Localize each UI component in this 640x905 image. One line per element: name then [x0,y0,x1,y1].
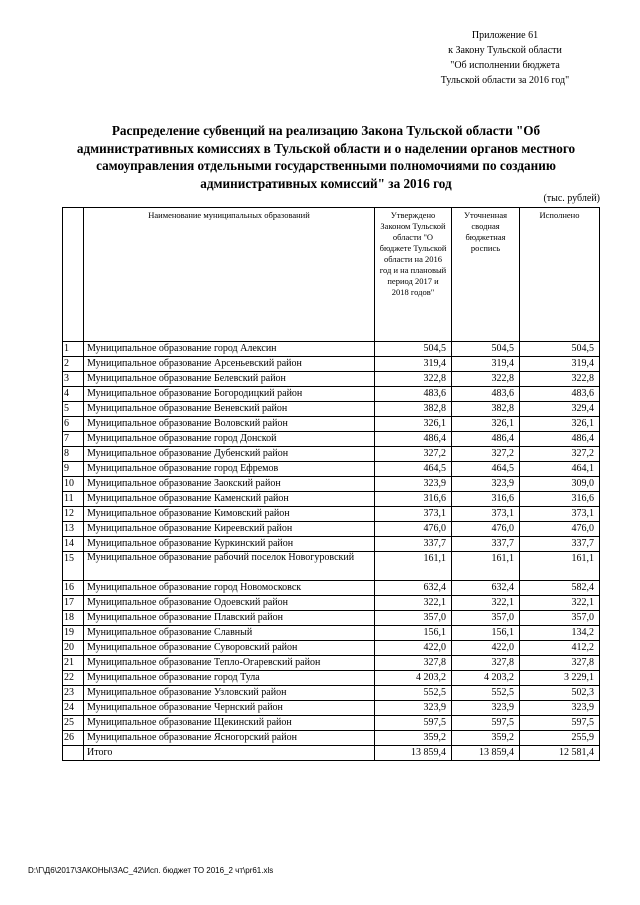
row-index: 12 [63,507,84,522]
row-name: Муниципальное образование Дубенский район [84,447,375,462]
row-name: Муниципальное образование Веневский район [84,402,375,417]
row-approved: 327,8 [375,656,452,671]
table-row [63,641,600,656]
row-name: Муниципальное образование Киреевский район [84,522,375,537]
row-approved: 323,9 [375,701,452,716]
row-approved: 322,1 [375,596,452,611]
header-executed: Исполнено [520,208,600,342]
row-name: Муниципальное образование Воловский район [84,417,375,432]
table-row [63,701,600,716]
row-executed: 316,6 [520,492,600,507]
row-revised: 4 203,2 [452,671,520,686]
total-executed: 12 581,4 [520,746,600,761]
row-approved: 552,5 [375,686,452,701]
row-executed: 329,4 [520,402,600,417]
table-row [63,626,600,641]
row-index: 25 [63,716,84,731]
row-name: Муниципальное образование Ясногорский район [84,731,375,746]
total-index-cell [63,746,84,761]
row-executed: 134,2 [520,626,600,641]
row-index: 2 [63,357,84,372]
row-approved: 161,1 [375,552,452,581]
table-row [63,402,600,417]
row-revised: 382,8 [452,402,520,417]
row-approved: 476,0 [375,522,452,537]
row-index: 11 [63,492,84,507]
row-approved: 319,4 [375,357,452,372]
row-index: 17 [63,596,84,611]
row-name: Муниципальное образование рабочий поселок Новогуровский [84,552,375,581]
table-row [63,552,600,581]
total-row [63,746,600,761]
header-index [63,208,84,342]
table-row [63,656,600,671]
appendix-line-3: "Об исполнении бюджета [450,60,560,71]
row-revised: 486,4 [452,432,520,447]
row-approved: 337,7 [375,537,452,552]
row-index: 4 [63,387,84,402]
table-row [63,611,600,626]
row-name: Муниципальное образование город Алексин [84,342,375,357]
row-name: Муниципальное образование город Донской [84,432,375,447]
file-path-footer: D:\Г\Д6\2017\ЗАКОНЫ\ЗАС_42\Исп. бюджет ТО 2016_2 чт\pr61.xls [28,866,274,875]
table-row [63,372,600,387]
row-executed: 582,4 [520,581,600,596]
row-name: Муниципальное образование город Тула [84,671,375,686]
row-revised: 337,7 [452,537,520,552]
row-executed: 476,0 [520,522,600,537]
row-index: 6 [63,417,84,432]
row-executed: 322,8 [520,372,600,387]
row-executed: 357,0 [520,611,600,626]
row-executed: 327,8 [520,656,600,671]
row-approved: 156,1 [375,626,452,641]
row-revised: 373,1 [452,507,520,522]
row-approved: 373,1 [375,507,452,522]
row-executed: 309,0 [520,477,600,492]
row-revised: 327,8 [452,656,520,671]
row-revised: 357,0 [452,611,520,626]
table-row [63,417,600,432]
row-name: Муниципальное образование Славный [84,626,375,641]
row-approved: 359,2 [375,731,452,746]
table-row [63,731,600,746]
row-name: Муниципальное образование Тепло-Огаревский район [84,656,375,671]
row-index: 24 [63,701,84,716]
row-index: 10 [63,477,84,492]
row-index: 23 [63,686,84,701]
row-index: 7 [63,432,84,447]
table-row [63,447,600,462]
row-name: Муниципальное образование Чернский район [84,701,375,716]
row-name: Муниципальное образование Узловский район [84,686,375,701]
table-body [63,342,600,746]
row-index: 18 [63,611,84,626]
row-executed: 464,1 [520,462,600,477]
row-revised: 323,9 [452,701,520,716]
row-index: 8 [63,447,84,462]
row-index: 22 [63,671,84,686]
row-approved: 357,0 [375,611,452,626]
row-name: Муниципальное образование Суворовский район [84,641,375,656]
table-row [63,492,600,507]
row-index: 13 [63,522,84,537]
row-executed: 412,2 [520,641,600,656]
table-row [63,357,600,372]
row-approved: 486,4 [375,432,452,447]
row-index: 9 [63,462,84,477]
row-index: 16 [63,581,84,596]
row-executed: 255,9 [520,731,600,746]
row-approved: 632,4 [375,581,452,596]
row-index: 21 [63,656,84,671]
row-name: Муниципальное образование Арсеньевский район [84,357,375,372]
row-approved: 327,2 [375,447,452,462]
header-revised: Уточненная сводная бюджетная роспись [452,208,520,342]
row-executed: 483,6 [520,387,600,402]
row-index: 20 [63,641,84,656]
table-row [63,671,600,686]
row-executed: 373,1 [520,507,600,522]
row-approved: 382,8 [375,402,452,417]
row-approved: 322,8 [375,372,452,387]
row-approved: 323,9 [375,477,452,492]
row-approved: 422,0 [375,641,452,656]
row-revised: 323,9 [452,477,520,492]
row-name: Муниципальное образование город Ефремов [84,462,375,477]
row-name: Муниципальное образование Кимовский район [84,507,375,522]
row-executed: 161,1 [520,552,600,581]
row-name: Муниципальное образование Богородицкий район [84,387,375,402]
table-row [63,507,600,522]
table-row [63,387,600,402]
row-revised: 552,5 [452,686,520,701]
row-revised: 161,1 [452,552,520,581]
row-revised: 504,5 [452,342,520,357]
table-header-row [63,208,600,342]
row-name: Муниципальное образование Щекинский район [84,716,375,731]
total-label: Итого [84,746,375,761]
row-index: 26 [63,731,84,746]
row-executed: 597,5 [520,716,600,731]
row-name: Муниципальное образование город Новомосковск [84,581,375,596]
total-revised: 13 859,4 [452,746,520,761]
appendix-line-4: Тульской области за 2016 год" [440,75,570,86]
table-row [63,462,600,477]
table-row [63,342,600,357]
row-approved: 464,5 [375,462,452,477]
row-approved: 504,5 [375,342,452,357]
row-executed: 486,4 [520,432,600,447]
row-index: 15 [63,552,84,581]
table-row [63,522,600,537]
row-executed: 327,2 [520,447,600,462]
total-approved: 13 859,4 [375,746,452,761]
subvention-table [62,207,600,761]
row-name: Муниципальное образование Одоевский район [84,596,375,611]
row-name: Муниципальное образование Заокский район [84,477,375,492]
row-executed: 322,1 [520,596,600,611]
table-row [63,537,600,552]
row-revised: 319,4 [452,357,520,372]
row-executed: 319,4 [520,357,600,372]
table-row [63,716,600,731]
row-approved: 326,1 [375,417,452,432]
row-index: 14 [63,537,84,552]
row-name: Муниципальное образование Плавский район [84,611,375,626]
row-revised: 632,4 [452,581,520,596]
row-executed: 323,9 [520,701,600,716]
row-index: 5 [63,402,84,417]
table-row [63,581,600,596]
row-revised: 327,2 [452,447,520,462]
row-approved: 597,5 [375,716,452,731]
table-row [63,596,600,611]
row-index: 19 [63,626,84,641]
row-revised: 464,5 [452,462,520,477]
row-index: 3 [63,372,84,387]
row-approved: 483,6 [375,387,452,402]
row-name: Муниципальное образование Куркинский район [84,537,375,552]
row-name: Муниципальное образование Белевский район [84,372,375,387]
row-executed: 502,3 [520,686,600,701]
row-revised: 316,6 [452,492,520,507]
appendix-line-2: к Закону Тульской области [448,45,562,56]
row-index: 1 [63,342,84,357]
units-label: (тыс. рублей) [543,193,600,204]
row-revised: 422,0 [452,641,520,656]
table-row [63,432,600,447]
row-revised: 326,1 [452,417,520,432]
row-executed: 3 229,1 [520,671,600,686]
row-executed: 326,1 [520,417,600,432]
table-row [63,686,600,701]
row-revised: 322,1 [452,596,520,611]
header-approved: Утверждено Законом Тульской области "О бюджете Тульской области на 2016 год и на плановый период 2017 и 2018 годов" [375,208,452,342]
row-revised: 322,8 [452,372,520,387]
row-approved: 4 203,2 [375,671,452,686]
row-revised: 476,0 [452,522,520,537]
row-approved: 316,6 [375,492,452,507]
appendix-line-1: Приложение 61 [471,30,539,41]
row-revised: 597,5 [452,716,520,731]
table-row [63,477,600,492]
row-revised: 483,6 [452,387,520,402]
appendix-note [410,28,600,88]
row-revised: 359,2 [452,731,520,746]
document-title: Распределение субвенций на реализацию Закона Тульской области "Об административных комиссиях в Тульской области и о наделении органов местного самоуправления отдельными государственными полномочиями по созданию административных комиссий" за 2016 год [76,123,576,191]
row-executed: 337,7 [520,537,600,552]
header-name: Наименование муниципальных образований [84,208,375,342]
row-executed: 504,5 [520,342,600,357]
row-name: Муниципальное образование Каменский район [84,492,375,507]
row-revised: 156,1 [452,626,520,641]
